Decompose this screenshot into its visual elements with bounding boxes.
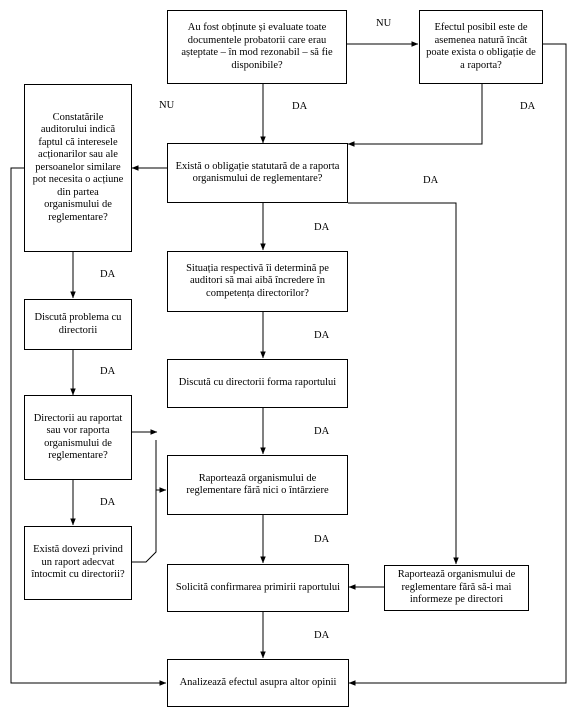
label-da-n4-n5: DA	[314, 222, 330, 233]
node-statutary-obligation: Există o obligație statutară de a raporta organismului de reglementare?	[167, 143, 348, 203]
edge-n2-n4	[348, 84, 482, 144]
node-documents-obtained: Au fost obținute și evaluate toate documentele probatorii care erau așteptate – în mod rezonabil – să fie disponibile?	[167, 10, 347, 84]
label-da-n9-n11: DA	[314, 534, 330, 545]
label-da-n4-n12: DA	[423, 175, 439, 186]
edge-n10-bracket	[132, 440, 156, 562]
label-da-n7-n9: DA	[314, 426, 330, 437]
node-discuss-report-form: Discută cu directorii forma raportului	[167, 359, 348, 408]
label-nu-n1-n2: NU	[376, 18, 392, 29]
label-da-n5-n7: DA	[314, 330, 330, 341]
node-discuss-with-directors: Discută problema cu directorii	[24, 299, 132, 350]
node-request-confirmation: Solicită confirmarea primirii raportului	[167, 564, 349, 612]
node-evidence-of-report: Există dovezi privind un raport adecvat întocmit cu directorii?	[24, 526, 132, 600]
edge-n4-n12	[348, 203, 456, 564]
node-report-without-informing: Raportează organismului de reglementare fără să-i mai informeze pe directori	[384, 565, 529, 611]
node-directors-reported: Directorii au raportat sau vor raporta organismului de reglementare?	[24, 395, 132, 480]
label-da-n11-n13: DA	[314, 630, 330, 641]
label-da-n6-n8: DA	[100, 366, 116, 377]
node-report-without-delay: Raportează organismului de reglementare fără nici o întârziere	[167, 455, 348, 515]
node-possible-effect: Efectul posibil este de asemenea natură încât poate exista o obligație de a raporta?	[419, 10, 543, 84]
label-da-n2-n4: DA	[520, 101, 536, 112]
label-nu-n4-n3: NU	[159, 100, 175, 111]
node-analyze-effect: Analizează efectul asupra altor opinii	[167, 659, 349, 707]
label-da-n8-n10: DA	[100, 497, 116, 508]
label-da-n3-n6: DA	[100, 269, 116, 280]
label-da-n1-n4: DA	[292, 101, 308, 112]
node-confidence-in-directors: Situația respectivă îi determină pe auditori să mai aibă încredere în competența directorilor?	[167, 251, 348, 312]
node-auditor-findings: Constatările auditorului indică faptul că interesele acționarilor sau ale persoanelor similare pot necesita o acțiune din partea organismului de reglementare?	[24, 84, 132, 252]
